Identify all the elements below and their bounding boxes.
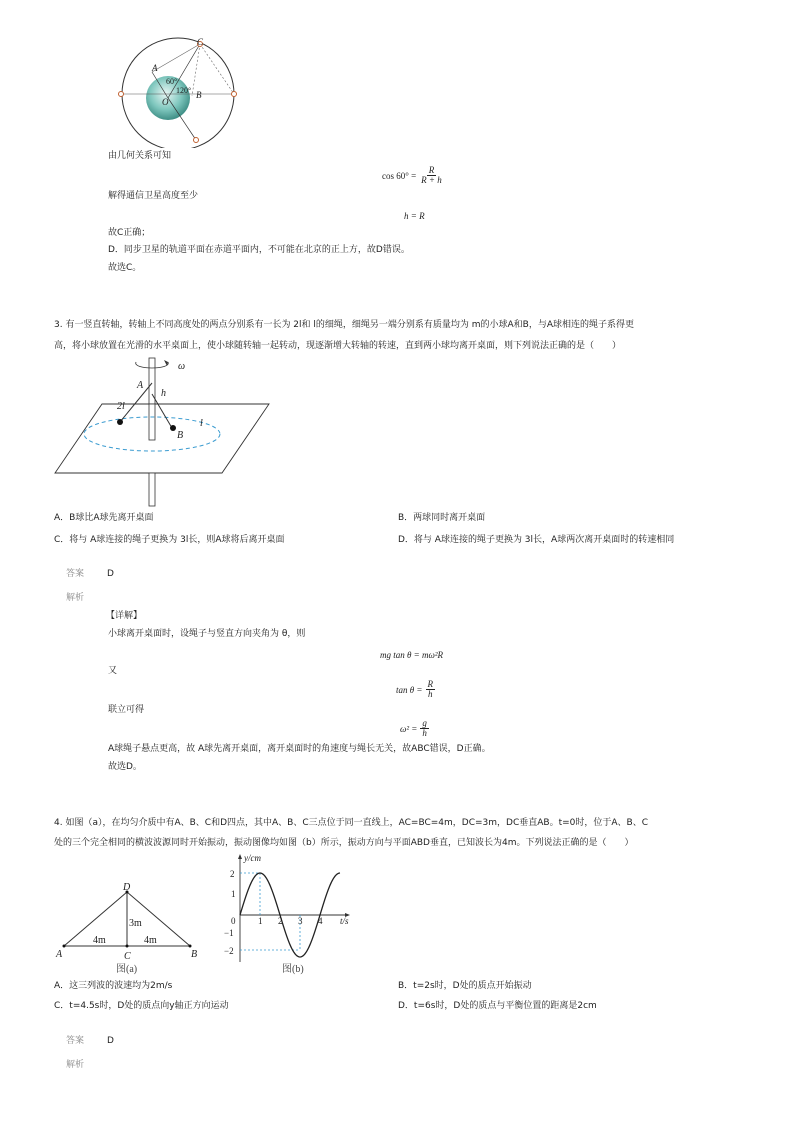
ylabel: y/cm <box>244 853 261 863</box>
q3-option-B[interactable]: B．两球同时离开桌面 <box>398 513 486 523</box>
label-A: A <box>137 380 144 391</box>
ytick-neg1: −1 <box>224 928 234 938</box>
prev-eq2: h = R <box>404 211 425 221</box>
table-plane <box>55 404 269 473</box>
label-B: B <box>191 949 198 960</box>
q3-eq2-den: h <box>428 689 433 700</box>
label-O: O <box>162 97 169 107</box>
q3-eq2-left: tan θ = <box>396 684 423 695</box>
q4-stem-line1: 4. 如图（a），在均匀介质中有A、B、C和D四点，其中A、B、C三点位于同一直线上，AC=BC=4m，DC=3m，DC垂直AB。t=0时，位于A、B、C <box>54 818 648 828</box>
q3-answer-value: D <box>107 569 114 579</box>
q3-d3: 联立可得 <box>108 705 145 715</box>
q4-figure-a <box>54 882 204 976</box>
satellite-orbit-figure <box>112 36 242 148</box>
caption-b: 图(b) <box>282 964 304 975</box>
ball-A <box>117 419 123 425</box>
label-CB: 4m <box>144 935 157 946</box>
label-l: l <box>200 418 203 429</box>
caption-a: 图(a) <box>116 964 138 975</box>
q3-eq2-frac <box>426 680 436 700</box>
ytick-0: 0 <box>231 916 236 926</box>
q3-option-D[interactable]: D．将与 A球连接的绳子更换为 3l长，A球两次离开桌面时的转速相同 <box>398 535 675 545</box>
prev-eq1-frac <box>419 166 444 186</box>
prev-eq1-den: R + h <box>421 175 442 186</box>
q4-figure-b <box>216 852 356 976</box>
ytick-neg2: −2 <box>224 946 234 956</box>
label-A: A <box>56 949 63 960</box>
label-DC: 3m <box>129 918 142 929</box>
prev-line1: 由几何关系可知 <box>108 151 172 161</box>
q4-option-B[interactable]: B．t=2s时，D处的质点开始振动 <box>398 981 532 991</box>
q4-stem-line2: 处的三个完全相同的横波波源同时开始振动，振动图像均如图（b）所示，振动方向与平面ABD垂直，已知波长为4m。下列说法正确的是（ ） <box>54 838 634 848</box>
q4-option-D[interactable]: D．t=6s时，D处的质点与平衡位置的距离是2cm <box>398 1001 597 1011</box>
q3-eq3-frac <box>420 719 429 739</box>
q3-d1: 小球离开桌面时，设绳子与竖直方向夹角为 θ，则 <box>108 629 306 639</box>
label-60: 60° <box>166 77 178 86</box>
q4-answer-value: D <box>107 1036 114 1046</box>
label-D: D <box>123 882 131 893</box>
xlabel: t/s <box>340 916 349 926</box>
q3-eq3-left: ω² = <box>400 723 418 734</box>
xtick-2: 2 <box>278 916 283 926</box>
q3-eq1: mg tan θ = mω²R <box>380 650 444 660</box>
q3-stem-line1: 3. 有一竖直转轴，转轴上不同高度处的两点分别系有一长为 2l和 l的细绳，细绳另一端分别系有质量均为 m的小球A和B，与A球相连的绳子系得更 <box>54 320 635 330</box>
q3-stem-line2: 高，将小球放置在光滑的水平桌面上，使小球随转轴一起转动，现逐渐增大转轴的转速，直到两小球均离开桌面，则下列说法正确的是（ ） <box>54 341 622 351</box>
q3-analysis-label: 解析 <box>66 593 85 603</box>
ytick-2: 2 <box>230 869 235 879</box>
label-B: B <box>177 430 184 441</box>
prev-line5: 故选C。 <box>108 263 142 273</box>
q3-eq2-num: R <box>427 679 433 689</box>
q3-eq3-num: g <box>422 718 427 728</box>
label-omega: ω <box>178 361 186 372</box>
q3-option-A[interactable]: A．B球比A球先离开桌面 <box>54 513 154 523</box>
ball-B <box>170 425 176 431</box>
label-C: C <box>124 951 131 962</box>
prev-line3: 故C正确； <box>108 228 151 238</box>
q3-eq2 <box>396 680 435 700</box>
q3-detail-tag: 【详解】 <box>106 611 143 621</box>
prev-eq1-num: R <box>428 165 435 175</box>
q3-d5: 故选D。 <box>108 762 142 772</box>
q4-option-A[interactable]: A．这三列波的波速均为2m/s <box>54 981 173 991</box>
label-A: A <box>152 63 158 73</box>
q3-answer-label: 答案 <box>66 569 85 579</box>
q4-option-C[interactable]: C．t=4.5s时，D处的质点向y轴正方向运动 <box>54 1001 229 1011</box>
q3-eq3-den: h <box>422 728 427 739</box>
label-AC: 4m <box>93 935 106 946</box>
label-120: 120° <box>176 86 192 95</box>
q4-answer-label: 答案 <box>66 1036 85 1046</box>
xtick-1: 1 <box>258 916 263 926</box>
xtick-3: 3 <box>298 916 303 926</box>
prev-line4: D．同步卫星的轨道平面在赤道平面内，不可能在北京的正上方，故D错误。 <box>108 245 410 255</box>
label-2l: 2l <box>117 401 125 412</box>
ytick-1: 1 <box>231 889 236 899</box>
q3-figure <box>54 356 272 508</box>
prev-eq1 <box>382 166 444 186</box>
q4-analysis-label: 解析 <box>66 1060 85 1070</box>
label-B: B <box>196 90 202 100</box>
xtick-4: 4 <box>318 916 323 926</box>
prev-eq1-left: cos 60° = <box>382 170 417 181</box>
q3-eq3 <box>400 719 429 739</box>
prev-line2: 解得通信卫星高度至少 <box>108 191 199 201</box>
q3-d2: 又 <box>108 666 118 676</box>
label-h: h <box>161 388 166 399</box>
q3-option-C[interactable]: C．将与 A球连接的绳子更换为 3l长，则A球将后离开桌面 <box>54 535 285 545</box>
label-C: C <box>197 37 204 47</box>
q3-d4: A球绳子悬点更高，故 A球先离开桌面，离开桌面时的角速度与绳长无关，故ABC错误，D正确。 <box>108 744 491 754</box>
